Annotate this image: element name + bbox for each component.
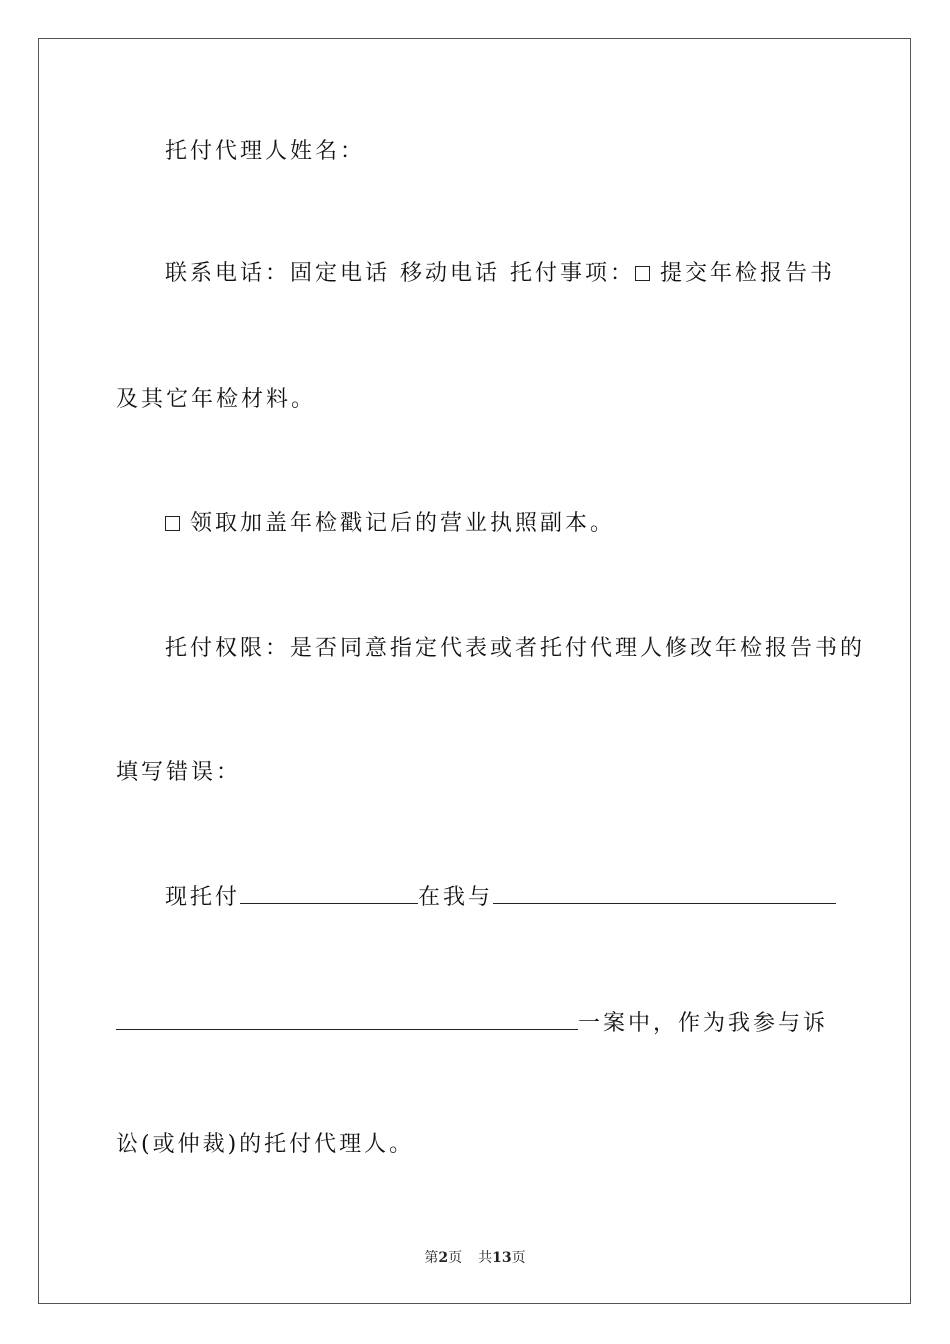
- matter-option-1-text: 提交年检报告书: [660, 261, 836, 286]
- matter-option-2-text: 领取加盖年检戳记后的营业执照副本。: [190, 511, 616, 536]
- total-prefix: 共: [478, 1250, 493, 1266]
- case-line: [116, 1007, 828, 1039]
- entrust-middle: 在我与: [418, 885, 494, 910]
- case-suffix: 一案中，作为我参与诉: [578, 1011, 829, 1036]
- total-suffix: 页: [511, 1250, 526, 1266]
- authority-line: 托付权限：是否同意指定代表或者托付代理人修改年检报告书的: [165, 636, 866, 661]
- page-border: [38, 38, 911, 1304]
- page-number: 2: [438, 1250, 449, 1266]
- entrust-line: [165, 881, 836, 913]
- page-footer: [0, 1247, 950, 1267]
- matter-option-1-checkbox[interactable]: [635, 266, 650, 281]
- page-prefix: 第: [424, 1250, 439, 1266]
- matter-option-2-line: [165, 509, 615, 539]
- matter-option-1-continued: 及其它年检材料。: [116, 387, 317, 412]
- agent-name-label: 托付代理人姓名：: [165, 139, 366, 164]
- agent-name-blank[interactable]: [240, 881, 418, 904]
- contact-line-text: 联系电话：固定电话 移动电话 托付事项：: [165, 261, 635, 286]
- case-line-continued: 讼(或仲裁)的托付代理人。: [116, 1132, 415, 1157]
- matter-option-2-checkbox[interactable]: [165, 516, 180, 531]
- opposing-party-blank[interactable]: [493, 881, 836, 904]
- case-name-blank[interactable]: [116, 1007, 578, 1030]
- contact-and-matter-line: [165, 259, 835, 289]
- total-pages: 13: [492, 1250, 512, 1266]
- page-suffix: 页: [448, 1250, 463, 1266]
- authority-line-continued: 填写错误：: [116, 760, 242, 785]
- entrust-prefix: 现托付: [165, 885, 241, 910]
